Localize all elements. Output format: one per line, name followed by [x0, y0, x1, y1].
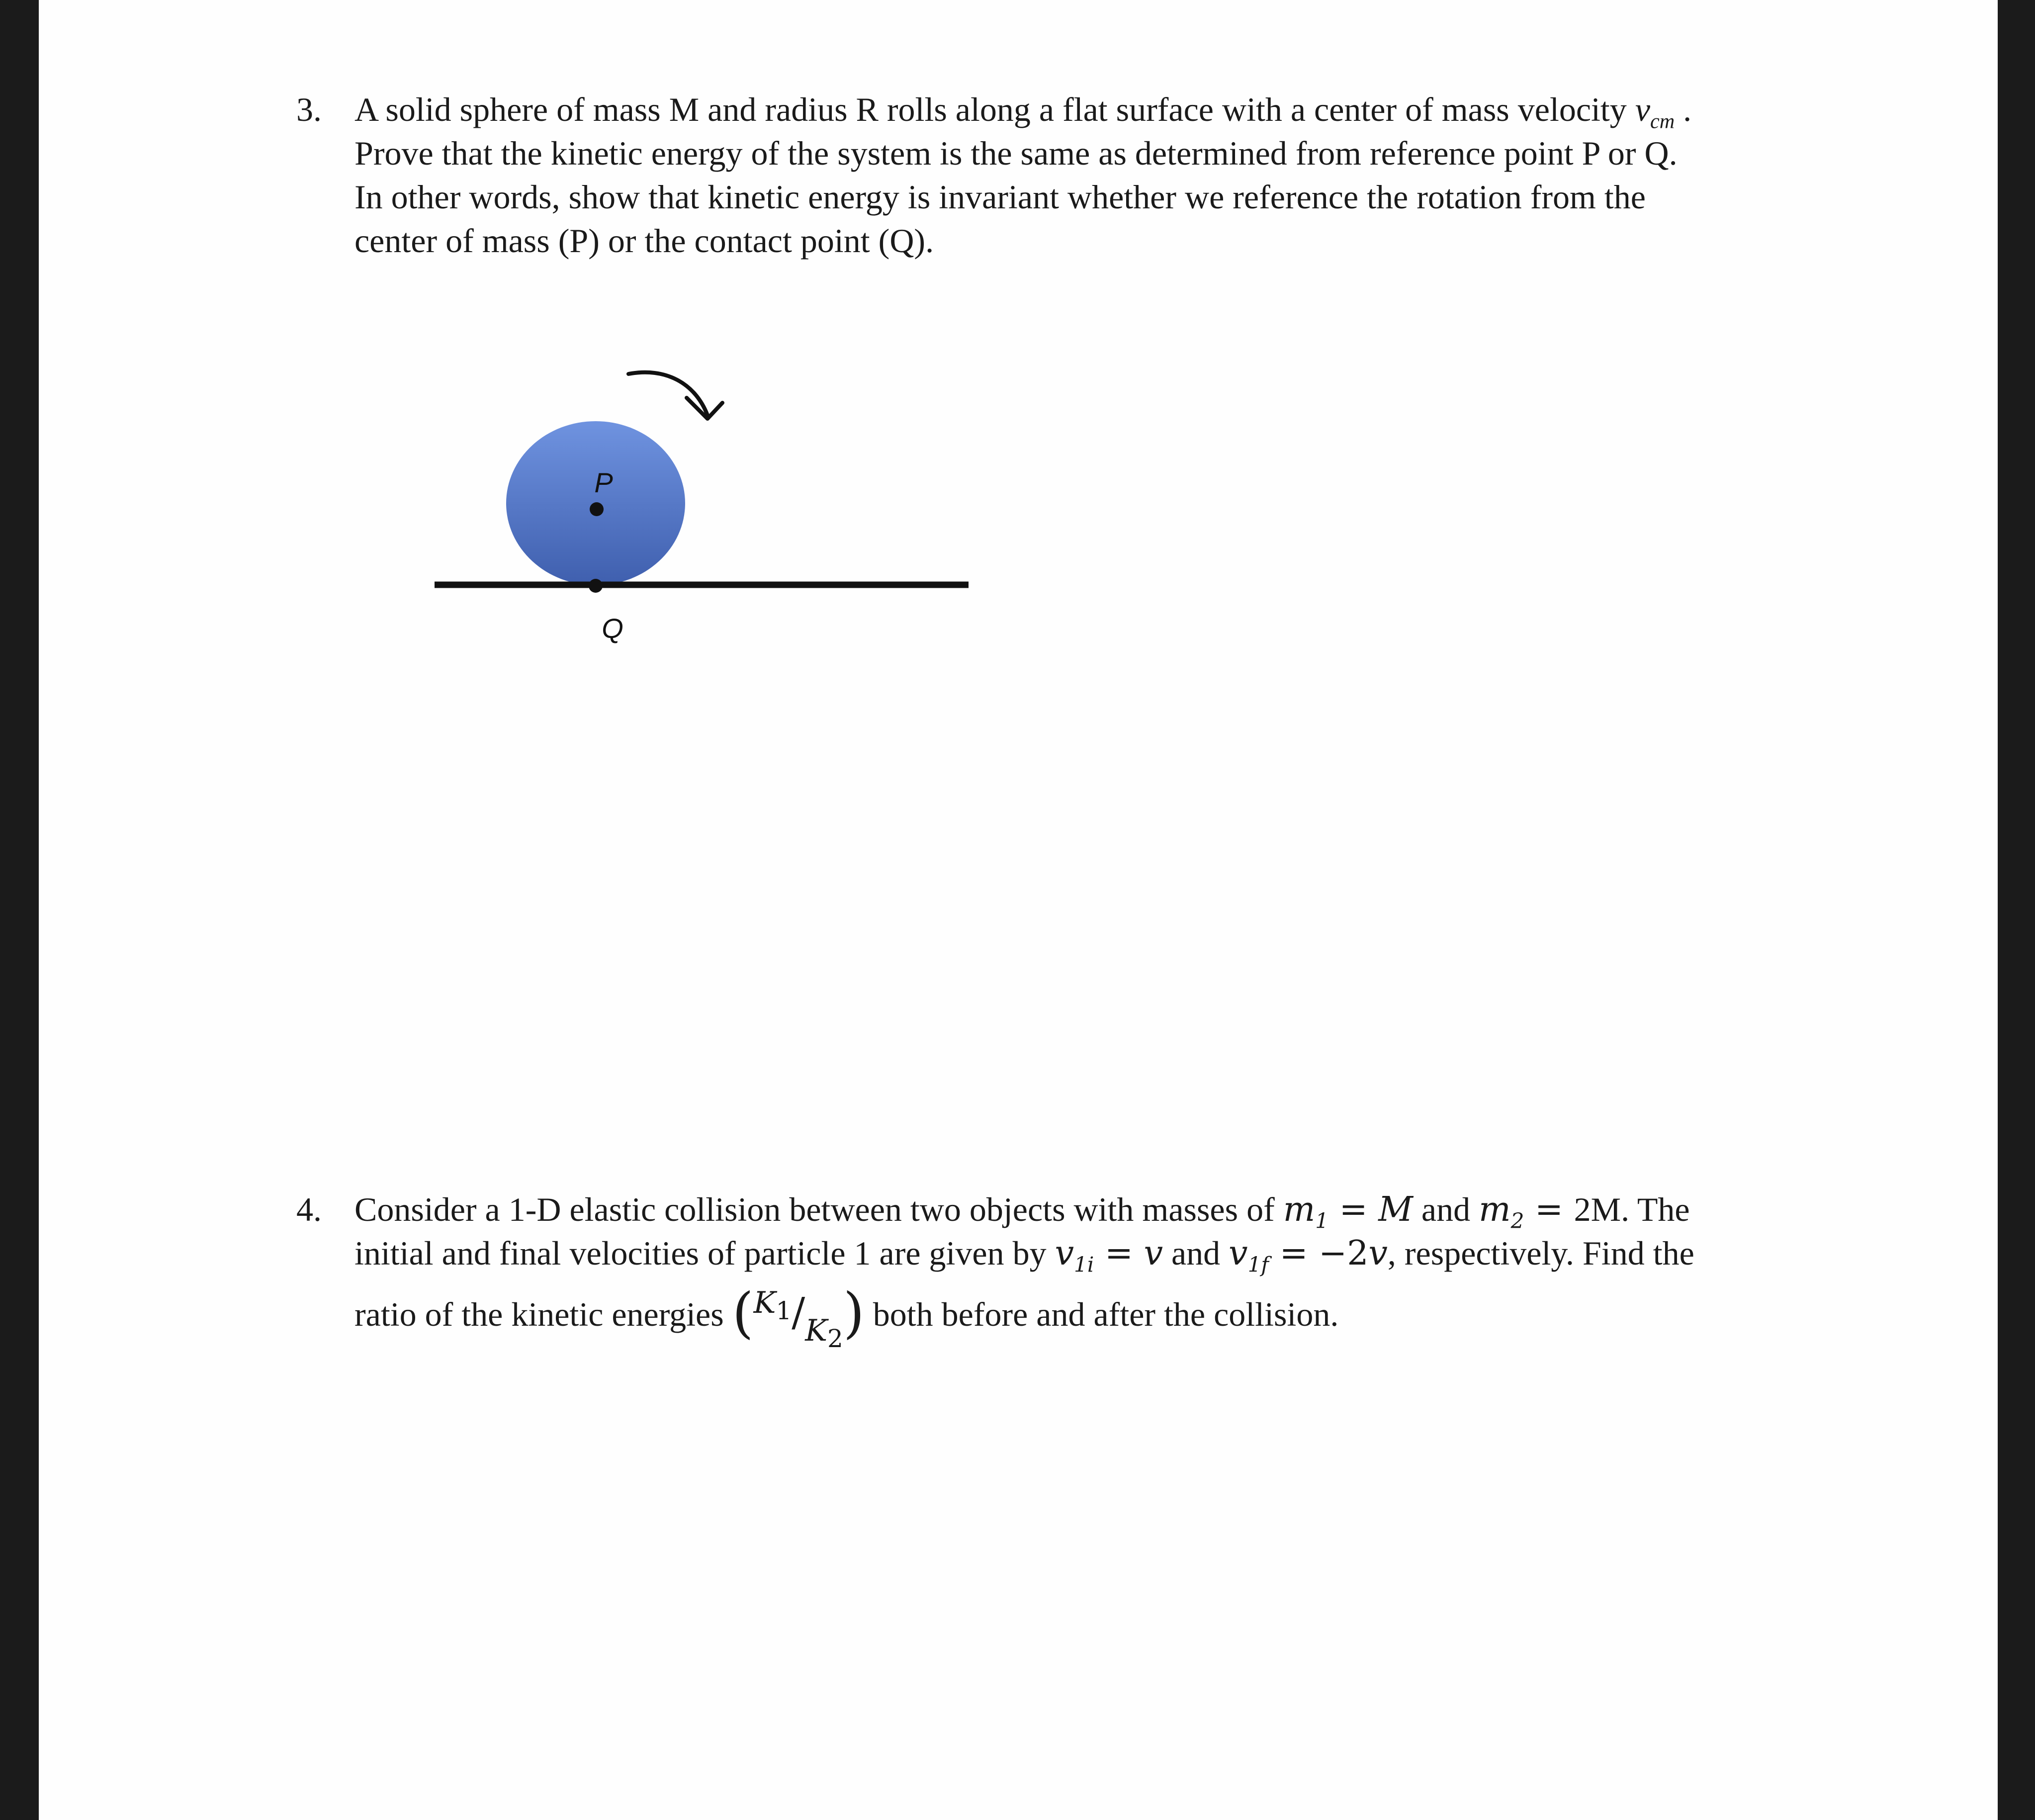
- v1i-symbol: $v_{1i}$: [1055, 1234, 1094, 1277]
- problem-4: [296, 1187, 1937, 1357]
- problem-4-line-2: initial and final velocities of particle 1 are given by $v_{1i} = v$ and $v_{1f} = -2v$, respectively. Find the: [354, 1234, 1694, 1277]
- document-page: [39, 0, 1998, 1820]
- point-p-dot: [590, 502, 604, 516]
- kinetic-ratio-fraction: $(K_1/K_2)$: [732, 1281, 865, 1353]
- problem-3-number: 3.: [296, 91, 322, 128]
- label-p: P: [594, 467, 613, 498]
- label-q: Q: [602, 613, 623, 644]
- point-q-dot: [589, 579, 603, 593]
- v-symbol-2: v: [1368, 1234, 1388, 1273]
- problem-4-line-3: ratio of the kinetic energies $(K_1/K_2)$ both before and after the collision.: [354, 1281, 1339, 1353]
- v1f-symbol: $v_{1f}$: [1229, 1234, 1269, 1277]
- rolling-sphere-diagram: [39, 0, 1998, 1820]
- problem-4-line-1: Consider a 1-D elastic collision between two objects with masses of $m_1 = M$ and $m_2 = 2M$. The: [354, 1190, 1690, 1233]
- v-symbol: v: [1144, 1234, 1163, 1273]
- problem-3-line-4: center of mass (P) or the contact point (Q).: [354, 222, 934, 260]
- problem-3-line-3: In other words, show that kinetic energy is invariant whether we reference the rotation from the: [354, 178, 1646, 216]
- problem-3-line-2: Prove that the kinetic energy of the system is the same as determined from reference point P or Q.: [354, 134, 1678, 172]
- mass-M-symbol: M: [1378, 1190, 1413, 1229]
- problem-3-line-1: A solid sphere of mass M and radius R rolls along a flat surface with a center of mass velocity $v_{cm}$ .: [354, 91, 1692, 133]
- m1-symbol: $m_1$: [1283, 1190, 1329, 1233]
- problem-4-number: 4.: [296, 1190, 322, 1228]
- m2-symbol: $m_2$: [1479, 1190, 1524, 1233]
- vcm-symbol: $v_{cm}$: [1635, 91, 1675, 133]
